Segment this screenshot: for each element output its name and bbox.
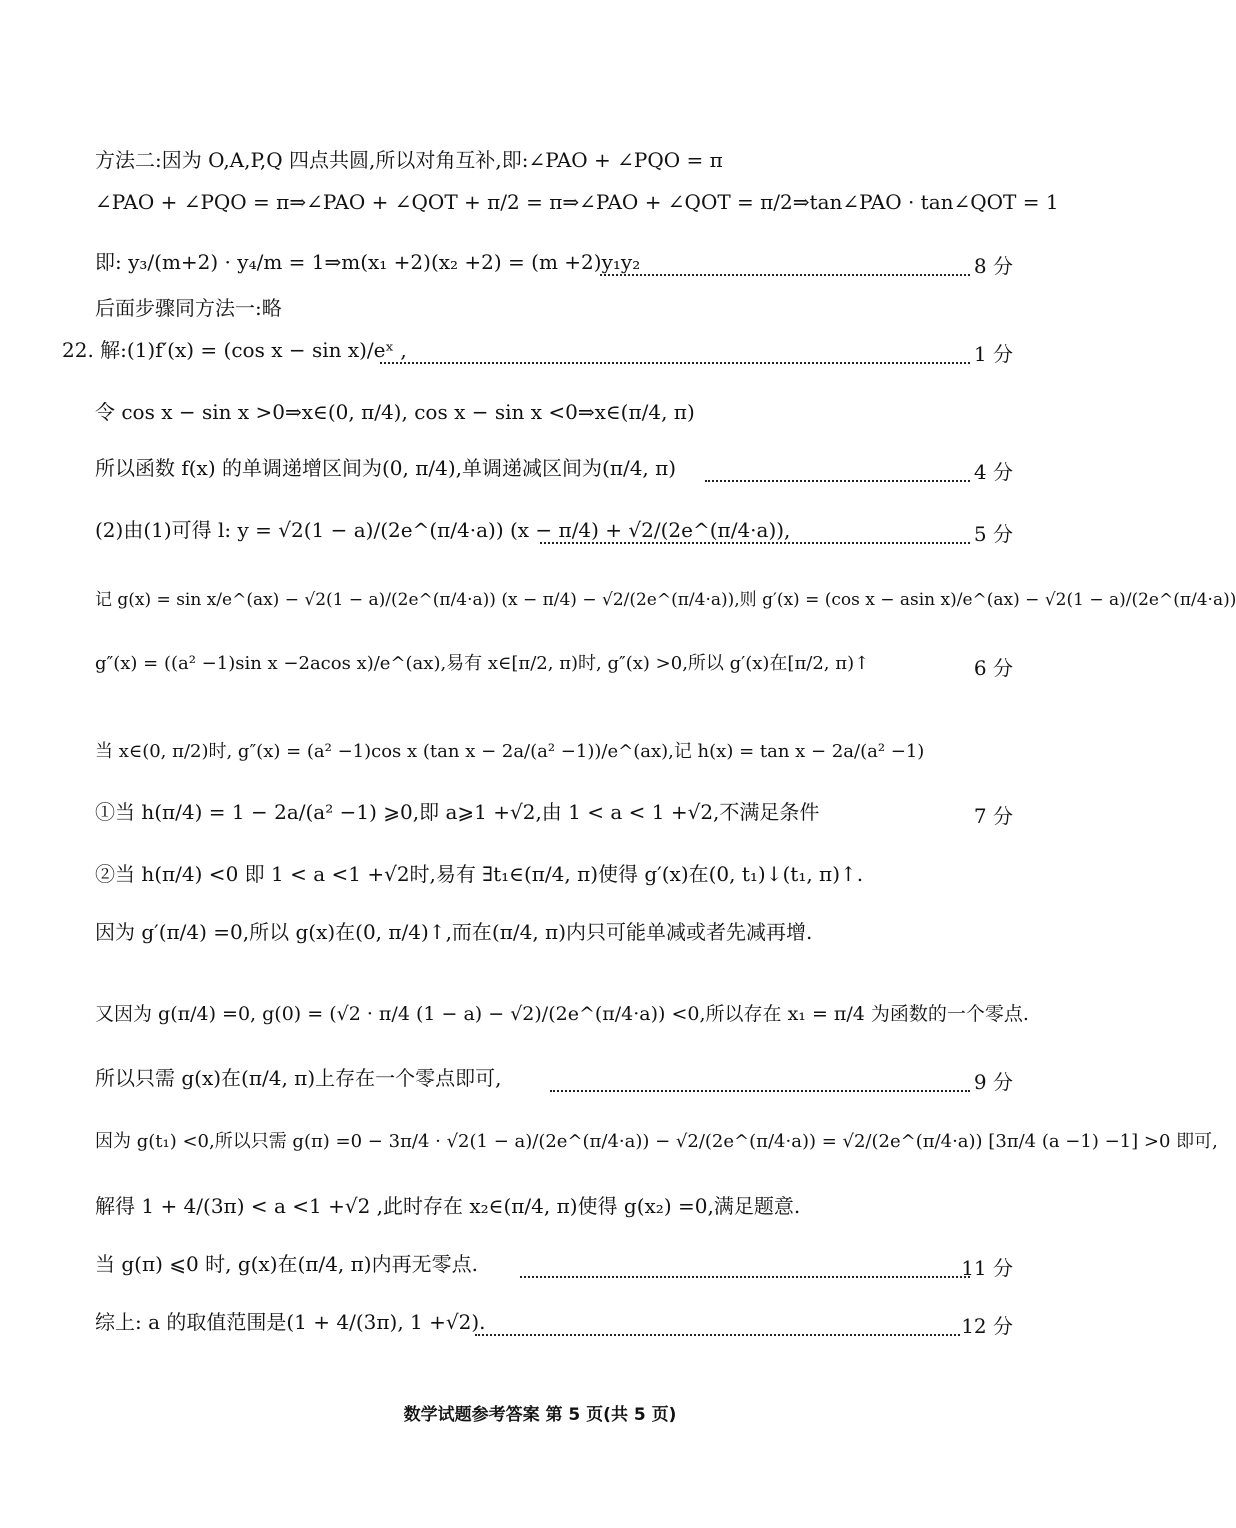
line-define-g [0, 588, 1236, 648]
line-g-monotonic [0, 920, 1080, 980]
line-text: 因为 g(t₁) <0,所以只需 g(π) =0 − 3π/4 · √2(1 − a)/(2e^(π/4·a)) − √2/(2e^(π/4·a)) = √2/(2e^(π/4·a)) [3π/4 (a −1) −1] >0 即可, [95, 1131, 1218, 1152]
score-label: 4 分 [973, 460, 1013, 484]
line-text: 22. 解:(1)f′(x) = (cos x − sin x)/eˣ , [62, 338, 407, 362]
line-text: 即: y₃/(m+2) · y₄/m = 1⇒m(x₁ +2)(x₂ +2) = (m +2)y₁y₂ [95, 250, 641, 274]
leader-dots [550, 1066, 970, 1092]
line-text: 所以只需 g(x)在(π/4, π)上存在一个零点即可, [95, 1066, 502, 1090]
score-label: 1 分 [973, 342, 1013, 366]
leader-dots [705, 456, 970, 482]
line-solve-range [0, 1194, 1080, 1254]
line-text: 当 x∈(0, π/2)时, g″(x) = (a² −1)cos x (tan x − 2a/(a² −1))/e^(ax),记 h(x) = tan x − 2a/(a² −1) [95, 741, 925, 762]
page-footer: 数学试题参考答案 第 5 页(共 5 页) [403, 1405, 677, 1425]
line-text: 令 cos x − sin x >0⇒x∈(0, π/4), cos x − sin x <0⇒x∈(π/4, π) [95, 400, 695, 424]
line-monotonic-intervals [0, 456, 1080, 516]
leader-dots [540, 518, 970, 544]
leader-dots [475, 1310, 960, 1336]
line-text: 又因为 g(π/4) =0, g(0) = (√2 · π/4 (1 − a) − √2)/(2e^(π/4·a)) <0,所以存在 x₁ = π/4 为函数的一个零点. [95, 1003, 1029, 1025]
line-text: 记 g(x) = sin x/e^(ax) − √2(1 − a)/(2e^(π/4·a)) (x − π/4) − √2/(2e^(π/4·a)),则 g′(x) = (cos x − asin x)/e^(ax) − √2(1 − a)/(2e^(π/4·a)) [95, 590, 1236, 610]
score-label: 7 分 [973, 804, 1013, 828]
leader-dots [380, 338, 970, 364]
line-no-zero-case [0, 1252, 1080, 1312]
line-text: 所以函数 f(x) 的单调递增区间为(0, π/4),单调递减区间为(π/4, π) [95, 456, 677, 480]
line-text: ∠PAO + ∠PQO = π⇒∠PAO + ∠QOT + π/2 = π⇒∠PAO + ∠QOT = π/2⇒tan∠PAO · tan∠QOT = 1 [95, 190, 1059, 214]
line-case-one [0, 800, 1080, 860]
line-text: (2)由(1)可得 l: y = √2(1 − a)/(2e^(π/4·a)) (x − π/4) + √2/(2e^(π/4·a)), [95, 518, 791, 542]
line-text: g″(x) = ((a² −1)sin x −2acos x)/e^(ax),易有 x∈[π/2, π)时, g″(x) >0,所以 g′(x)在[π/2, π)↑ [95, 653, 870, 674]
line-sign-analysis [0, 400, 1080, 460]
line-second-derivative [0, 652, 1080, 712]
line-text: 因为 g′(π/4) =0,所以 g(x)在(0, π/4)↑,而在(π/4, π)内只可能单减或者先减再增. [95, 920, 813, 944]
line-text: 当 g(π) ⩽0 时, g(x)在(π/4, π)内再无零点. [95, 1252, 478, 1276]
line-need-one-zero [0, 1066, 1080, 1126]
line-g-pi-condition [0, 1130, 1218, 1190]
line-tangent-line [0, 518, 1080, 578]
line-q22-part1 [0, 338, 1080, 398]
line-conclusion [0, 1310, 1080, 1370]
score-label: 8 分 [973, 254, 1013, 278]
line-angle-derivation [0, 190, 1080, 250]
line-text: 后面步骤同方法一:略 [95, 296, 282, 320]
score-label: 9 分 [973, 1070, 1013, 1094]
line-text: ②当 h(π/4) <0 即 1 < a <1 +√2时,易有 ∃t₁∈(π/4, π)使得 g′(x)在(0, t₁)↓(t₁, π)↑. [95, 862, 864, 886]
line-text: 方法二:因为 O,A,P,Q 四点共圆,所以对角互补,即:∠PAO + ∠PQO = π [95, 148, 723, 172]
line-define-h [0, 740, 1080, 800]
leader-dots [520, 1252, 970, 1278]
leader-dots [600, 250, 970, 276]
score-label: 6 分 [973, 656, 1013, 680]
line-first-zero [0, 1002, 1080, 1062]
line-text: ①当 h(π/4) = 1 − 2a/(a² −1) ⩾0,即 a⩾1 +√2,由 1 < a < 1 +√2,不满足条件 [95, 800, 820, 824]
line-case-two [0, 862, 1080, 922]
score-label: 5 分 [973, 522, 1013, 546]
line-text: 综上: a 的取值范围是(1 + 4/(3π), 1 +√2). [95, 1310, 486, 1334]
line-text: 解得 1 + 4/(3π) < a <1 +√2 ,此时存在 x₂∈(π/4, π)使得 g(x₂) =0,满足题意. [95, 1194, 801, 1218]
score-label: 11 分 [961, 1256, 1013, 1280]
score-label: 12 分 [961, 1314, 1013, 1338]
